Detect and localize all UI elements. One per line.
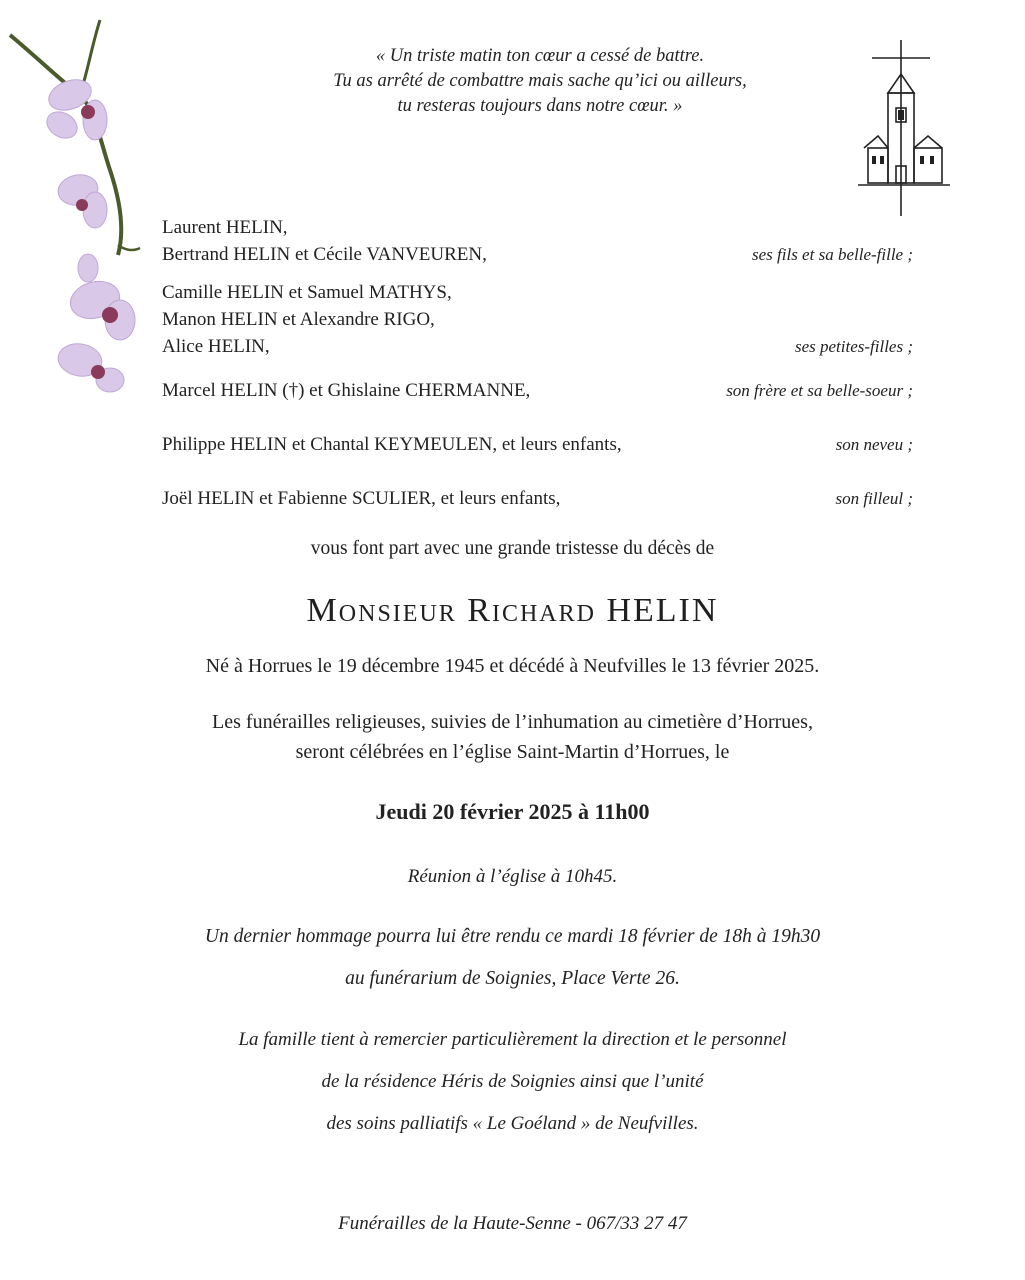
family-names: Marcel HELIN (†) et Ghislaine CHERMANNE,: [162, 380, 531, 401]
family-names: Manon HELIN et Alexandre RIGO,: [162, 309, 435, 330]
family-row: [162, 377, 913, 404]
family-relation: ses petites-filles ;: [794, 337, 913, 356]
family-row: [162, 306, 913, 333]
family-relation: son frère et sa belle-soeur ;: [726, 381, 913, 400]
family-row: [162, 214, 913, 241]
quote-line: « Un triste matin ton cœur a cessé de battre.: [375, 46, 705, 66]
family-row: [162, 241, 913, 268]
family-names: Camille HELIN et Samuel MATHYS,: [162, 282, 452, 303]
family-names: Philippe HELIN et Chantal KEYMEULEN, et leurs enfants,: [162, 434, 622, 455]
thanks-line: La famille tient à remercier particulièrement la direction et le personnel: [238, 1029, 787, 1050]
homage-line: au funérarium de Soignies, Place Verte 26.: [345, 968, 680, 989]
deceased-name: Monsieur Richard HELIN: [306, 592, 719, 629]
family-names: Joël HELIN et Fabienne SCULIER, et leurs enfants,: [162, 488, 561, 509]
quote-line: tu resteras toujours dans notre cœur. »: [397, 96, 683, 116]
family-relation: son neveu ;: [835, 435, 913, 454]
thanks-line: de la résidence Héris de Soignies ainsi que l’unité: [321, 1071, 704, 1092]
announcement-intro: vous font part avec une grande tristesse du décès de: [310, 538, 715, 559]
funeral-home-footer: Funérailles de la Haute-Senne - 067/33 27 47: [338, 1213, 687, 1234]
family-row: [162, 333, 913, 360]
family-relation: ses fils et sa belle-fille ;: [752, 245, 913, 264]
orchid-illustration: [0, 0, 150, 400]
reunion-time: Réunion à l’église à 10h45.: [407, 866, 618, 887]
family-row: [162, 431, 913, 458]
church-cross-icon: [858, 38, 954, 218]
homage-line: Un dernier hommage pourra lui être rendu ce mardi 18 février de 18h à 19h30: [204, 926, 821, 947]
family-relation: son filleul ;: [835, 489, 913, 508]
funeral-line: seront célébrées en l’église Saint-Martin d’Horrues, le: [295, 741, 730, 763]
family-list: [162, 214, 913, 512]
birth-death-line: Né à Horrues le 19 décembre 1945 et décédé à Neufvilles le 13 février 2025.: [205, 655, 820, 677]
thanks-line: des soins palliatifs « Le Goéland » de Neufvilles.: [326, 1113, 699, 1134]
family-names: Bertrand HELIN et Cécile VANVEUREN,: [162, 244, 487, 265]
family-names: Laurent HELIN,: [162, 217, 288, 238]
opening-quote: [240, 44, 840, 119]
family-names: Alice HELIN,: [162, 336, 270, 357]
family-row: [162, 279, 913, 306]
family-row: [162, 485, 913, 512]
funeral-line: Les funérailles religieuses, suivies de l’inhumation au cimetière d’Horrues,: [212, 711, 813, 733]
funeral-date: Jeudi 20 février 2025 à 11h00: [375, 799, 650, 824]
quote-line: Tu as arrêté de combattre mais sache qu’ici ou ailleurs,: [333, 71, 747, 91]
